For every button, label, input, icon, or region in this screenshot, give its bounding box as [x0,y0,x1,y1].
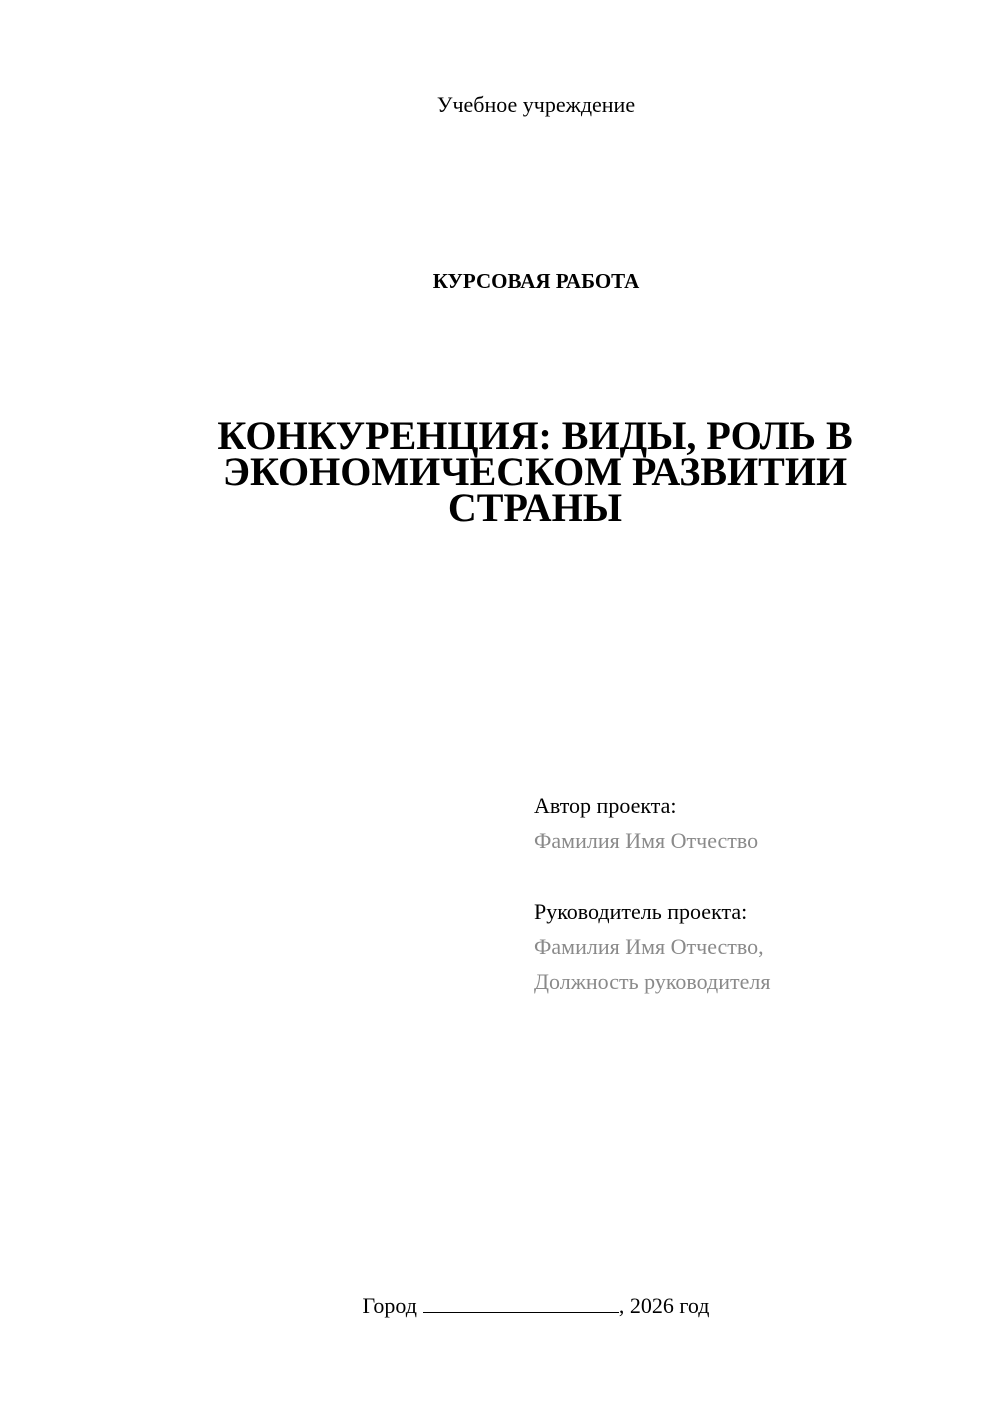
title-line-3: СТРАНЫ [447,485,623,530]
credits-spacer [534,858,770,894]
city-year-line [0,1290,1000,1321]
work-type-heading: КУРСОВАЯ РАБОТА [432,269,640,293]
year-text: , 2026 год [618,1293,710,1318]
title-line-2: ЭКОНОМИЧЕСКОМ РАЗВИТИИ [222,449,848,494]
author-label: Автор проекта: [534,793,677,818]
document-title [200,413,870,530]
supervisor-position: Должность руководителя [534,969,771,994]
city-label: Город [362,1293,417,1318]
title-line-1: КОНКУРЕНЦИЯ: ВИДЫ, РОЛЬ В [217,413,853,458]
author-name: Фамилия Имя Отчество [534,828,759,853]
credits-block [534,788,770,999]
city-blank-line [423,1290,619,1313]
institution-name: Учебное учреждение [436,92,636,117]
supervisor-label: Руководитель проекта: [534,899,748,924]
supervisor-name: Фамилия Имя Отчество, [534,934,764,959]
